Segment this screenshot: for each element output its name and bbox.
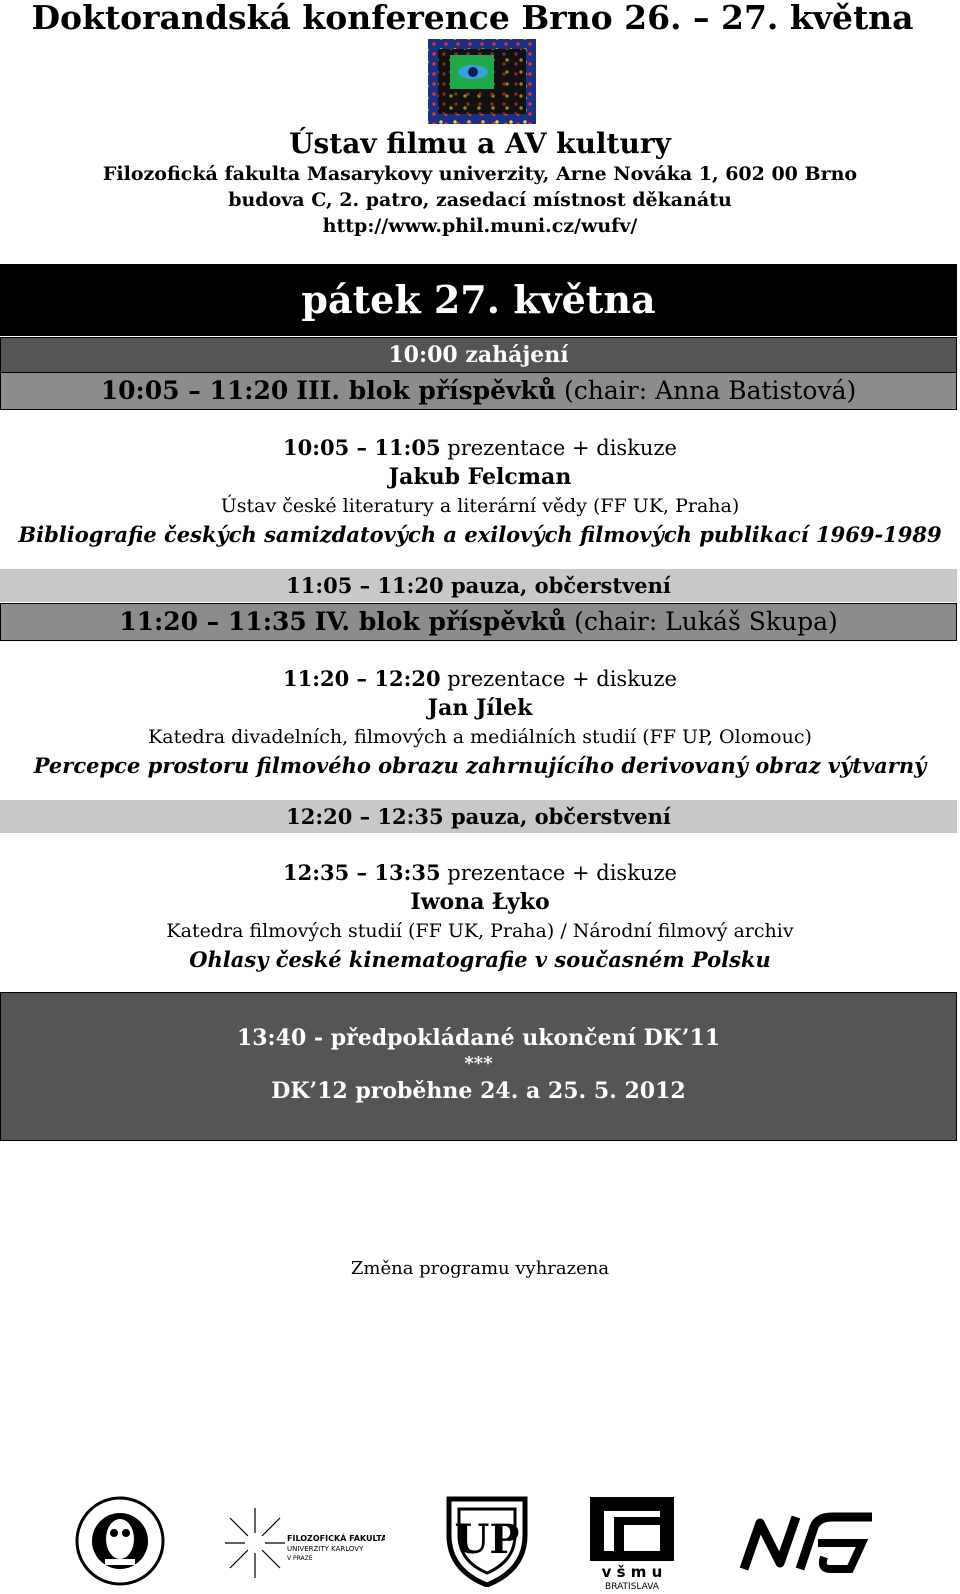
talk-2 xyxy=(0,664,960,780)
talk2-affiliation: Katedra divadelních, filmových a mediálních studií (FF UP, Olomouc) xyxy=(148,726,812,748)
nfa-logo xyxy=(740,1507,880,1577)
institution-room: budova C, 2. patro, zasedací místnost děkanátu xyxy=(228,189,732,211)
talk1-person: Jakub Felcman xyxy=(388,464,572,490)
talk2-paper: Percepce prostoru filmového obrazu zahrnujícího derivovaný obraz výtvarný xyxy=(33,753,927,778)
block3-bar xyxy=(0,372,957,410)
institution-url[interactable]: http://www.phil.muni.cz/wufv/ xyxy=(322,215,638,237)
conference-title: Doktorandská konference Brno 26. – 27. května xyxy=(31,0,914,37)
block4-chair: (chair: Lukáš Skupa) xyxy=(574,607,838,636)
block3-chair: (chair: Anna Batistová) xyxy=(564,376,857,405)
block3-time: 10:05 – 11:20 xyxy=(100,376,289,405)
talk2-type: prezentace + diskuze xyxy=(447,667,677,691)
ff-uk-text-2: UNIVERZITY KARLOVY xyxy=(287,1545,364,1553)
talk3-type: prezentace + diskuze xyxy=(447,861,677,885)
break-1-bar: 11:05 – 11:20 pauza, občerstvení xyxy=(0,569,957,602)
vsmu-city: BRATISLAVA xyxy=(605,1582,659,1590)
closing-separator: *** xyxy=(464,1053,493,1074)
opening-bar: 10:00 zahájení xyxy=(0,337,957,373)
talk1-time: 10:05 – 11:05 xyxy=(283,435,441,460)
ff-uk-logo xyxy=(225,1503,385,1583)
block4-bar xyxy=(0,603,957,641)
masaryk-university-seal-icon xyxy=(75,1495,165,1587)
talk3-time: 12:35 – 13:35 xyxy=(283,860,441,885)
talk1-affiliation: Ústav české literatury a literární vědy (FF UK, Praha) xyxy=(220,495,740,517)
institution-block xyxy=(0,127,960,239)
talk1-type: prezentace + diskuze xyxy=(447,436,677,460)
block4-title: IV. blok příspěvků xyxy=(314,607,567,636)
closing-box xyxy=(0,992,957,1141)
break-2-bar: 12:20 – 12:35 pauza, občerstvení xyxy=(0,800,957,833)
palacky-university-shield-icon xyxy=(445,1495,529,1587)
ff-uk-text-1: FILOZOFICKÁ FAKULTA xyxy=(287,1534,385,1543)
svg-text:UP: UP xyxy=(454,1516,520,1563)
vsmu-text: v š m u xyxy=(601,1563,663,1581)
talk-1 xyxy=(0,433,960,549)
ff-uk-text-3: V PRAZE xyxy=(287,1555,313,1562)
talk-3 xyxy=(0,858,960,974)
talk2-person: Jan Jílek xyxy=(427,695,533,721)
block3-title: III. blok příspěvků xyxy=(296,376,557,405)
closing-time: 13:40 - předpokládané ukončení DK’11 xyxy=(236,1025,721,1051)
talk2-time: 11:20 – 12:20 xyxy=(283,666,441,691)
next-conference: DK’12 proběhne 24. a 25. 5. 2012 xyxy=(271,1078,686,1104)
partner-logos xyxy=(0,1495,960,1593)
program-change-note: Změna programu vyhrazena xyxy=(350,1258,610,1279)
eye-film-logo xyxy=(428,39,536,124)
institution-name: Ústav filmu a AV kultury xyxy=(289,127,671,160)
talk1-paper: Bibliografie českých samizdatových a exilových filmových publikací 1969-1989 xyxy=(18,522,942,547)
talk3-affiliation: Katedra filmových studií (FF UK, Praha) / Národní filmový archiv xyxy=(166,920,794,942)
talk3-paper: Ohlasy české kinematografie v současném Polsku xyxy=(189,947,771,972)
institution-address: Filozofická fakulta Masarykovy univerzity, Arne Nováka 1, 602 00 Brno xyxy=(102,163,858,185)
vsmu-logo xyxy=(588,1495,678,1590)
talk3-person: Iwona Łyko xyxy=(410,889,550,915)
day-header: pátek 27. května xyxy=(0,264,957,336)
block4-time: 11:20 – 11:35 xyxy=(119,607,307,636)
